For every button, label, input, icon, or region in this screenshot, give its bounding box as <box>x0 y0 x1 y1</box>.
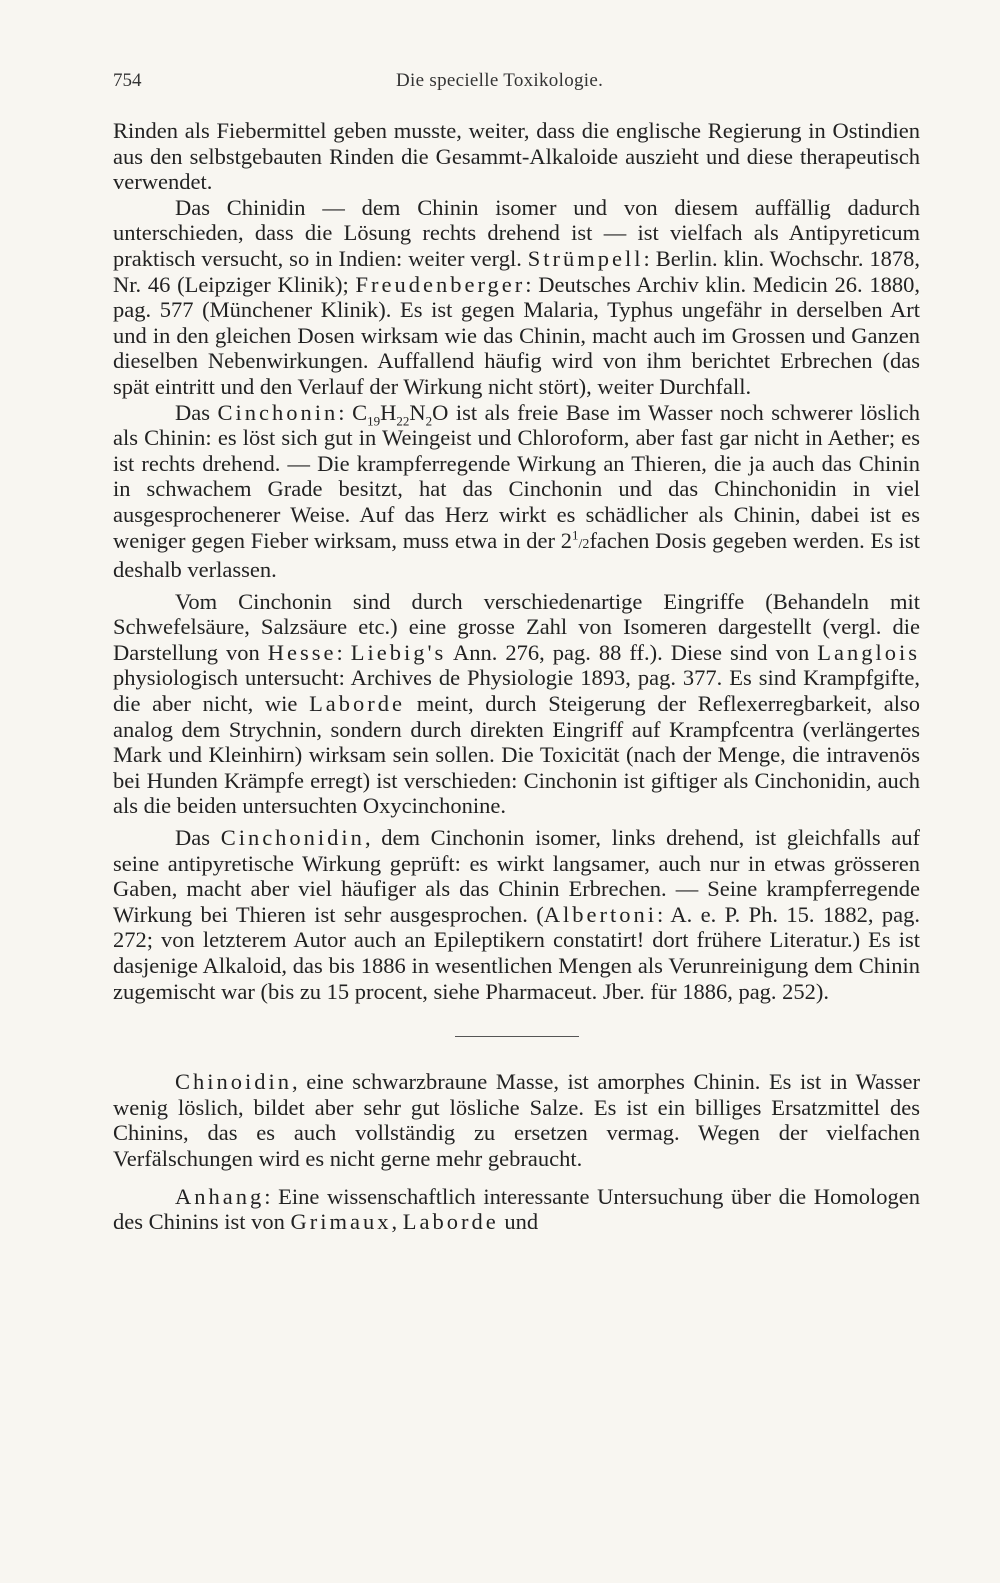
author-name: Albertoni <box>543 901 657 927</box>
text-run: Vom Cinchonin sind durch verschiedenartige Eingriffe (Behandeln mit Schwefelsäure, Salzsäure etc.) eine grosse Zahl von Isomeren dargestellt (vergl. die Darstellung von <box>113 588 920 665</box>
fraction-denominator: /2 <box>578 536 590 552</box>
formula-part: : C <box>338 399 368 425</box>
formula-part: H <box>380 399 397 425</box>
author-name: Liebig's <box>350 639 447 665</box>
author-name: Laborde <box>309 691 406 717</box>
text-run: physiologisch untersucht: Archives de Physiologie 1893, pag. 377. Es sind Krampfgifte, die aber nicht, wie <box>113 665 920 717</box>
body-text <box>113 118 920 1235</box>
text-run: , <box>391 1209 403 1235</box>
paragraph-1-text: Rinden als Fiebermittel geben musste, weiter, dass die englische Regierung in Ostindien aus den selbstgebauten Rinden die Gesammt-Alkaloide auszieht und diese therapeutisch verwendet. <box>113 118 920 195</box>
text-run: , dem Cinchonin isomer, links drehend, ist gleichfalls auf seine antipyretische Wirkung geprüft: es wirkt langsamer, auch nur in etwas grösseren Gaben, macht aber viel häufiger als das Chinin Erbrechen. — Seine krampferregende Wirkung bei Thieren ist sehr ausgesprochen. ( <box>113 825 921 927</box>
paragraph-1 <box>113 118 920 195</box>
paragraph-anhang <box>113 1184 920 1235</box>
fraction-numerator: 1 <box>572 527 579 542</box>
formula-subscript: 22 <box>396 413 410 429</box>
text-run: und <box>498 1209 539 1235</box>
text-run: : Eine wissenschaftlich interessante Untersuchung über die Homologen des Chinins ist von <box>113 1183 920 1235</box>
substance-name: Chinoidin <box>175 1069 293 1095</box>
text-run: Ann. 276, pag. 88 ff.). Diese sind von <box>446 639 818 665</box>
substance-name: Cinchonidin <box>220 825 365 851</box>
substance-name: Cinchonin <box>217 399 339 425</box>
author-name: Grimaux <box>290 1209 392 1235</box>
paragraph-isomers <box>113 589 920 819</box>
formula-part: N <box>409 399 426 425</box>
text-run: meint, durch Steigerung der Reflexerregbarkeit, also analog dem Strychnin, sondern durch direkten Eingriff auf Krampfcentra (verlängertes Mark und Kleinhirn) wirksam sein sollen. Die Toxicität (nach der Menge, die intravenös bei Hunden Krämpfe erregt) ist verschieden: Cinchonin ist giftiger als Cinchonidin, auch als die beiden untersuchten Oxycinchonine. <box>113 691 920 819</box>
text-run: Das Chinidin — dem Chinin isomer und von diesem auffällig dadurch unterschieden, dass die Lösung rechts drehend ist — ist vielfach als Antipyreticum praktisch versucht, so in Indien: weiter vergl. <box>113 194 920 271</box>
author-name: Freudenberger <box>355 271 526 297</box>
page-header <box>113 70 920 100</box>
text-run: Das <box>175 825 221 851</box>
paragraph-chinoidin <box>113 1069 920 1171</box>
author-name: Hesse <box>267 639 337 665</box>
page-number: 754 <box>113 70 142 91</box>
author-name: Langlois <box>817 639 920 665</box>
text-run: : <box>336 639 351 665</box>
author-name: Strümpell <box>527 245 644 271</box>
text-run: : A. e. P. Ph. 15. 1882, pag. 272; von letzterem Autor auch an Epileptikern constatirt! dort frühere Literatur.) Es ist dasjenige Alkaloid, das bis 1886 in wesentlichen Mengen als Verunreinigung dem Chinin zugemischt war (bis zu 15 procent, siehe Pharmaceut. Jber. für 1886, pag. 252). <box>113 901 921 1004</box>
formula-subscript: 19 <box>367 413 381 429</box>
section-label: Anhang <box>175 1183 265 1209</box>
formula-part: O <box>432 399 449 425</box>
paragraph-chinidin <box>113 195 920 400</box>
formula-subscript: 2 <box>425 413 433 429</box>
text-run: : Berlin. klin. Wochschr. 1878, Nr. 46 (Leipziger Klinik); <box>113 245 920 297</box>
paragraph-cinchonin <box>113 400 920 583</box>
text-run: : Deutsches Archiv klin. Medicin 26. 1880, pag. 577 (Münchener Klinik). Es ist gegen Malaria, Typhus ungefähr in derselben Art und in den gleichen Dosen wirksam wie das Chinin, macht auch im Grossen und Ganzen dieselben Nebenwirkungen. Auffallend häufig wird von ihm berichtet Erbrechen (das spät eintritt und den Verlauf der Wirkung nicht stört), weiter Durchfall. <box>113 271 920 399</box>
text-run: Das <box>175 399 218 425</box>
paragraph-cinchonidin <box>113 825 920 1004</box>
text-run: , eine schwarzbraune Masse, ist amorphes Chinin. Es ist in Wasser wenig löslich, bildet aber sehr gut lösliche Salze. Es ist ein billiges Ersatzmittel des Chinins, das es auch vollständig zu ersetzen vermag. Wegen der vielfachen Verfälschungen wird es nicht gerne mehr gebraucht. <box>113 1069 920 1171</box>
author-name: Laborde <box>402 1209 499 1235</box>
section-divider <box>455 1036 579 1037</box>
running-title: Die specielle Toxikologie. <box>396 70 604 91</box>
text-run: ist als freie Base im Wasser noch schwerer löslich als Chinin: es löst sich gut in Weingeist und Chloroform, aber fast gar nicht in Aether; es ist rechts drehend. — Die krampferregende Wirkung an Thieren, die ja auch das Chinin in schwachem Grade besitzt, hat das Cinchonin und das Chinchonidin in viel ausgesprochenerer Weise. Auf das Herz wirkt es schädlicher als Chinin, dabei ist es weniger gegen Fieber wirksam, muss etwa in der 2 <box>113 399 920 553</box>
text-run: fachen Dosis gegeben werden. Es ist deshalb verlassen. <box>113 527 920 583</box>
